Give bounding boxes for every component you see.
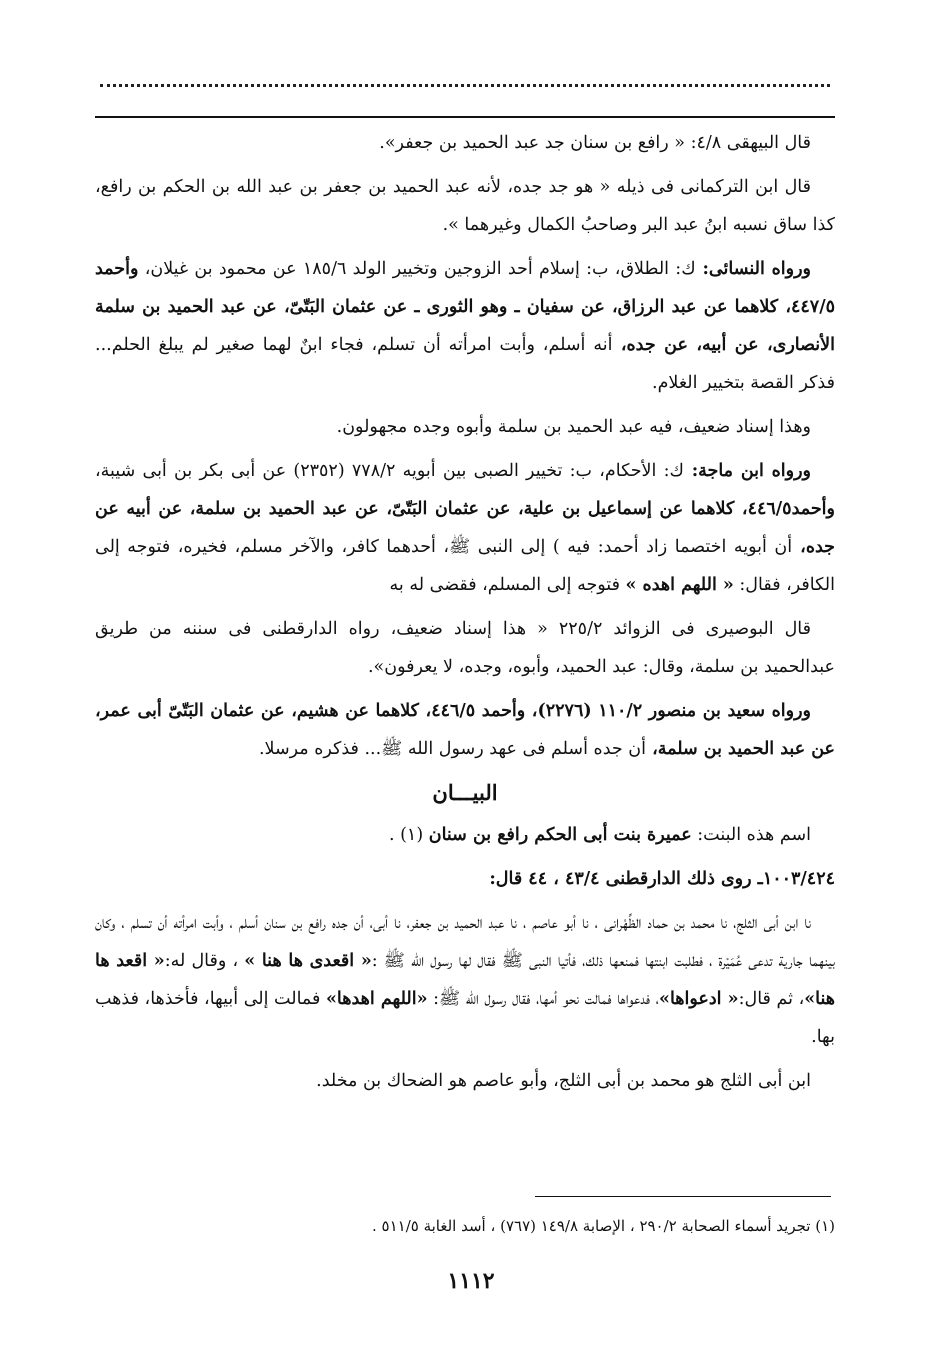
text-run: ، فدعواها فمالت نحو أمها، فقال رسول الله ﷺ: (427, 989, 660, 1009)
commentary-paragraph (95, 250, 835, 402)
text-run: قال البيهقى ٤/٨: « رافع بن سنان جد عبد الحميد بن جعفر». (379, 133, 811, 153)
text-run: ك: الطلاق، ب: إسلام أحد الزوجين وتخيير الولد ١٨٥/٦ عن محمود بن غيلان، (138, 259, 696, 279)
commentary-paragraph (95, 124, 835, 162)
text-run: ، ثم قال: (738, 989, 805, 1009)
text-run: ، وقال له: (164, 951, 245, 971)
footnote: (١) تجريد أسماء الصحابة ٢٩٠/٢ ، الإصابة ١٤٩/٨ (٧٦٧) ، أسد الغابة ٥١١/٥ . (371, 1217, 835, 1235)
text-run: أن جده أسلم فى عهد رسول الله ﷺ... فذكره مرسلا. (258, 739, 646, 759)
bold-run: « ادعواها» (659, 989, 739, 1009)
text-run: فمالت إلى أبيها، فأخذها، فذهب بها. (95, 989, 835, 1047)
text-run: ك: الأحكام، ب: تخيير الصبى بين أبويه ٧٧٨/٢ (٢٣٥٢) عن أبى بكر بن أبى شيبة، (95, 461, 684, 481)
text-run: قال البوصيرى فى الزوائد ٢٢٥/٢ « هذا إسناد ضعيف، رواه الدارقطنى فى سننه من طريق عبدالحميد بن سلمة، وقال: عبد الحميد، وأبوه، وجده، لا يعرفون». (95, 619, 835, 677)
page-body (95, 124, 835, 1106)
header-dotted-line (100, 84, 830, 87)
bold-run: ورواه سعيد بن منصور ١١٠/٢ (٢٢٧٦)، وأحمد ٤٤٦/٥، كلاهما عن هشيم، عن عثمان البَتّىّ أبى عمر، عن عبد الحميد بن سلمة، (95, 701, 835, 759)
commentary-paragraph (95, 408, 835, 446)
name-line (95, 816, 835, 854)
bold-run: وأحمد٤٤٦/٥، كلاهما عن إسماعيل بن علية، عن عثمان البَتّىّ، عن عبد الحميد بن سلمة، عن أبيه عن جده، (95, 499, 835, 557)
commentary-paragraph (95, 452, 835, 604)
closing-note: ابن أبى الثلج هو محمد بن أبى الثلج، وأبو عاصم هو الضحاك بن مخلد. (316, 1071, 811, 1091)
bold-run: ورواه ابن ماجة: (683, 461, 812, 481)
name-line-prefix: اسم هذه البنت: (691, 825, 811, 845)
commentary-paragraph (95, 692, 835, 768)
hadith-heading: ١٠٠٣/٤٢٤ـ روى ذلك الدارقطنى ٤٣/٤ ، ٤٤ قال: (489, 869, 835, 889)
name-line-suffix: (١) . (388, 825, 429, 845)
hadith-text (95, 904, 835, 1056)
bold-run: « اقعد ها هنا» (95, 951, 836, 1009)
commentary-paragraphs (95, 124, 835, 768)
text-run: فتوجه إلى المسلم، فقضى له به (389, 575, 626, 595)
bold-run: وأحمد ٤٤٧/٥، كلاهما عن عبد الرزاق، عن سفيان ـ وهو الثورى ـ عن عثمان البَتّىّ، عن عبد الحميد بن سلمة الأنصارى، عن أبيه، عن جده، (95, 259, 836, 355)
text-run: قال ابن التركمانى فى ذيله « هو جد جده، لأنه عبد الحميد بن جعفر بن عبد الله بن الحكم بن رافع، كذا ساق نسبه ابنُ عبد البر وصاحبُ الكمال وغيرهما ». (95, 177, 835, 235)
bold-run: «اللهم اهدها» (325, 989, 428, 1009)
bold-run: « اقعدى ها هنا » (244, 951, 372, 971)
bold-run: « اللهم اهده » (625, 575, 734, 595)
name-line-name: عميرة بنت أبى الحكم رافع بن سنان (428, 825, 692, 845)
bold-run: ورواه النسائى: (695, 259, 812, 279)
commentary-paragraph (95, 610, 835, 686)
text-run: وهذا إسناد ضعيف، فيه عبد الحميد بن سلمة وأبوه وجده مجهولون. (336, 417, 811, 437)
text-run: أنه أسلم، وأبت امرأته أن تسلم، فجاء ابنٌ لهما صغير لم يبلغ الحلم... فذكر القصة بتخيير الغلام. (95, 335, 835, 393)
commentary-paragraph (95, 168, 835, 244)
text-run: نا ابن أبى الثلج، نا محمد بن حماد الظِّهْرانى ، نا أبو عاصم ، نا عبد الحميد بن جعفر، نا أبى، أن جده رافع بن سنان أسلم ، وأبت امرأته أن تسلم ، وكان بينهما جارية تدعى عُمَيْرة ، فطلبت ابنتها فمنعها ذلك، فأتيا النبى ﷺ فقال لها رسول الله ﷺ : (95, 913, 836, 971)
section-heading: البيـــان (432, 780, 498, 805)
footnote-rule (535, 1196, 831, 1197)
header-rule (95, 116, 835, 118)
text-run: أن أبويه اختصما زاد أحمد: فيه ) إلى النبى ﷺ، أحدهما كافر، والآخر مسلم، فخيره، فتوجه إلى الكافر، فقال: (95, 537, 835, 595)
page-number: ١١١٢ (447, 1268, 495, 1294)
